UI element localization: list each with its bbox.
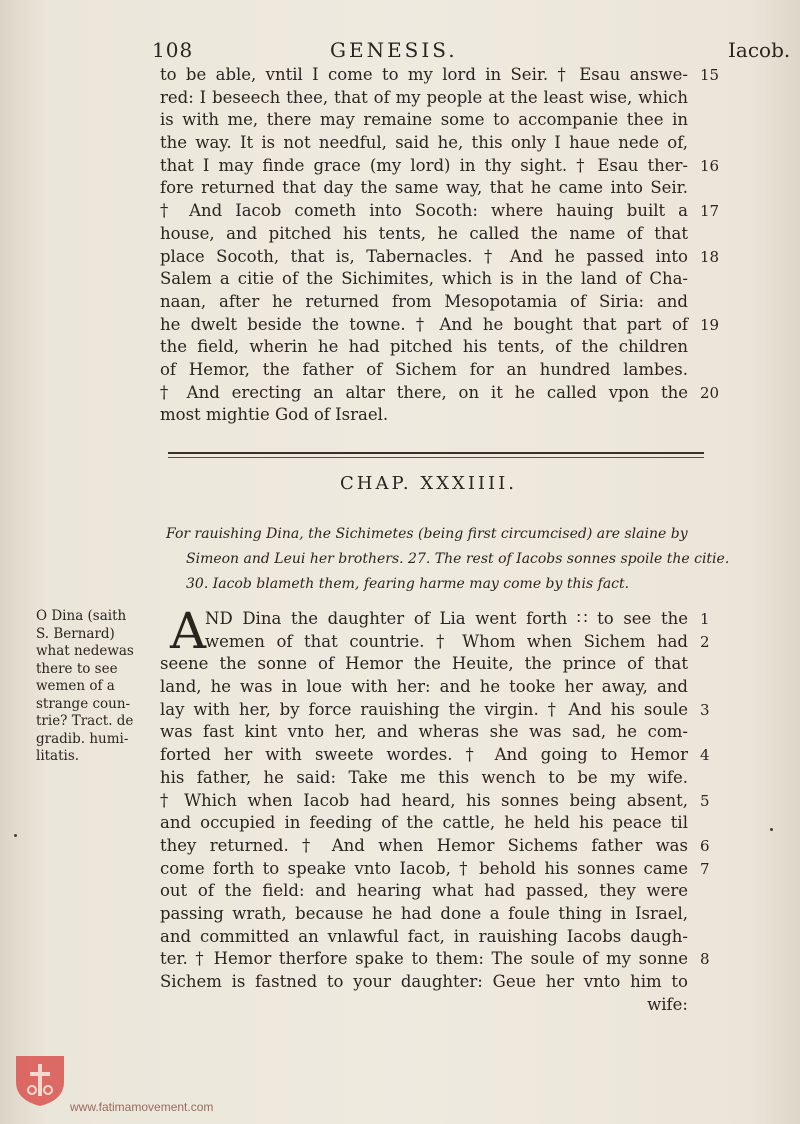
text-line: is with me, there may remaine some to accompanie thee in bbox=[160, 110, 688, 130]
text-line: out of the field: and hearing what had passed, they were bbox=[160, 881, 688, 901]
text-line: fore returned that day the same way, that he came into Seir. bbox=[160, 178, 688, 198]
text-line: that I may finde grace (my lord) in thy sight. † Esau ther- 16 bbox=[160, 155, 688, 178]
note-line: wemen of a bbox=[36, 678, 115, 694]
running-title: Iacob. bbox=[728, 38, 791, 62]
text-line: † And Iacob cometh into Socoth: where hauing built a 17 bbox=[160, 200, 688, 223]
text-line: † Which when Iacob had heard, his sonnes being absent, 5 bbox=[160, 790, 688, 813]
verse-number: 5 bbox=[700, 791, 710, 810]
text-line: place Socoth, that is, Tabernacles. † And he passed into 18 bbox=[160, 246, 688, 269]
summary-line: Simeon and Leui her brothers. 27. The rest of Iacobs sonnes spoile the citie. bbox=[186, 551, 730, 567]
note-line: litatis. bbox=[36, 748, 80, 764]
text-line: come forth to speake vnto Iacob, † behold his sonnes came 7 bbox=[160, 858, 688, 881]
text-line: his father, he said: Take me this wench to be my wife. bbox=[160, 767, 688, 787]
book-title: GENESIS. bbox=[330, 38, 458, 62]
text-line: ND Dina the daughter of Lia went forth ∷ to see the 1 bbox=[160, 608, 688, 631]
summary-line: 30. Iacob blameth them, fearing harme may come by this fact. bbox=[186, 576, 630, 592]
verse-number: 18 bbox=[700, 247, 720, 266]
chapter-summary bbox=[160, 522, 730, 597]
verse-number: 4 bbox=[700, 746, 710, 765]
note-line: O Dina (saith bbox=[36, 608, 127, 624]
shield-seal-icon bbox=[14, 1052, 66, 1108]
section-divider bbox=[168, 452, 704, 454]
chapter-33-text bbox=[160, 64, 720, 427]
text-line: and occupied in feeding of the cattle, he held his peace til bbox=[160, 813, 688, 833]
note-line: there to see bbox=[36, 660, 118, 677]
text-line: he dwelt beside the towne. † And he bought that part of 19 bbox=[160, 314, 688, 337]
text-line: the field, wherin he had pitched his tents, of the children bbox=[160, 337, 688, 357]
text-line: ter. † Hemor therfore spake to them: The soule of my sonne 8 bbox=[160, 948, 688, 971]
text-line: seene the sonne of Hemor the Heuite, the prince of that bbox=[160, 654, 688, 674]
text-line: Sichem is fastned to your daughter: Geue her vnto him to bbox=[160, 972, 688, 991]
text-line: they returned. † And when Hemor Sichems father was 6 bbox=[160, 835, 688, 858]
text-line: of Hemor, the father of Sichem for an hundred lambes. bbox=[160, 359, 688, 379]
verse-number: 6 bbox=[700, 836, 710, 855]
text-line: wemen of that countrie. † Whom when Sichem had 2 bbox=[160, 631, 688, 654]
note-line: what nedewas bbox=[36, 643, 134, 659]
verse-number: 15 bbox=[700, 66, 720, 84]
text-line: to be able, vntil I come to my lord in Seir. † Esau answe- 15 bbox=[160, 64, 688, 87]
text-line: passing wrath, because he had done a foule thing in Israel, bbox=[160, 903, 688, 923]
text-line: most mightie God of Israel. bbox=[160, 405, 389, 425]
note-line: S. Bernard) bbox=[36, 625, 115, 642]
text-line: house, and pitched his tents, he called the name of that bbox=[160, 223, 688, 243]
verse-number: 16 bbox=[700, 156, 720, 175]
verse-number: 19 bbox=[700, 315, 720, 334]
marginal-note bbox=[36, 608, 158, 766]
note-line: strange coun- bbox=[36, 695, 131, 712]
text-line: forted her with sweete wordes. † And going to Hemor 4 bbox=[160, 744, 688, 767]
ink-speck bbox=[770, 828, 773, 831]
text-line: † And erecting an altar there, on it he called vpon the 20 bbox=[160, 382, 688, 405]
drop-cap: A bbox=[170, 602, 207, 660]
verse-number: 3 bbox=[700, 700, 710, 719]
chapter-heading: CHAP. XXXIIII. bbox=[340, 473, 517, 494]
summary-line: For rauishing Dina, the Sichimetes (being first circumcised) are slaine by bbox=[166, 526, 688, 542]
text-line: lay with her, by force rauishing the virgin. † And his soule 3 bbox=[160, 699, 688, 722]
text-line: Salem a citie of the Sichimites, which is in the land of Cha- bbox=[160, 269, 688, 289]
note-line: gradib. humi- bbox=[36, 730, 129, 747]
ink-speck bbox=[14, 834, 17, 837]
verse-number: 7 bbox=[700, 859, 710, 878]
text-line: the way. It is not needful, said he, this only I haue nede of, bbox=[160, 133, 688, 153]
section-divider bbox=[168, 457, 704, 458]
verse-number: 20 bbox=[700, 383, 720, 402]
text-line: wife: bbox=[647, 994, 688, 1014]
watermark-url: www.fatimamovement.com bbox=[70, 1100, 214, 1114]
text-line: was fast kint vnto her, and wheras she was sad, he com- bbox=[160, 722, 688, 742]
text-line: land, he was in loue with her: and he tooke her away, and bbox=[160, 677, 688, 697]
text-line: naan, after he returned from Mesopotamia of Siria: and bbox=[160, 291, 688, 311]
verse-number: 17 bbox=[700, 202, 720, 221]
text-line: and committed an vnlawful fact, in rauishing Iacobs daugh- bbox=[160, 926, 688, 946]
note-line: trie? Tract. de bbox=[36, 713, 134, 729]
verse-number: 2 bbox=[700, 632, 710, 651]
verse-number: 8 bbox=[700, 950, 710, 969]
chapter-34-text bbox=[160, 602, 710, 1016]
verse-number: 1 bbox=[700, 610, 710, 628]
text-line: red: I beseech thee, that of my people at the least wise, which bbox=[160, 87, 688, 107]
page-number: 108 bbox=[152, 38, 194, 62]
